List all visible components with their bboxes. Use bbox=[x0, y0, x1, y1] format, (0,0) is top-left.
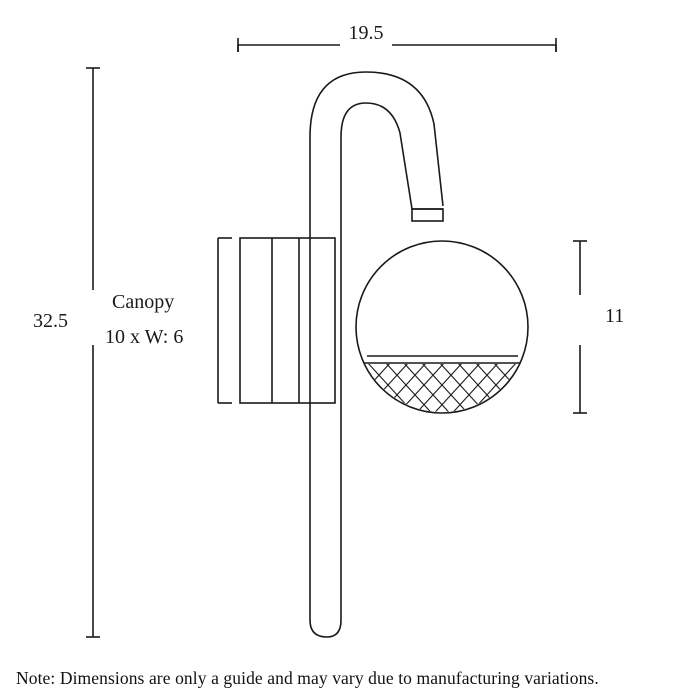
height-dimension bbox=[86, 68, 100, 637]
arm-stem bbox=[310, 180, 341, 637]
width-dimension bbox=[238, 38, 556, 52]
globe-mesh-pattern bbox=[338, 350, 546, 420]
gooseneck-arm bbox=[310, 72, 443, 209]
wall-plate bbox=[240, 238, 335, 403]
globe-dimension bbox=[573, 241, 587, 413]
globe-shade bbox=[356, 241, 528, 413]
canopy-dimension-bracket bbox=[218, 238, 232, 403]
globe-dimension-label: 11 bbox=[605, 305, 625, 327]
canopy-dimensions-label: 10 x W: 6 bbox=[105, 326, 184, 348]
width-dimension-label: 19.5 bbox=[348, 22, 384, 44]
globe-fitter bbox=[412, 209, 443, 221]
height-dimension-label: 32.5 bbox=[33, 310, 68, 332]
footnote-text: Note: Dimensions are only a guide and may vary due to manufacturing variations. bbox=[16, 668, 599, 688]
canopy-label: Canopy bbox=[112, 291, 175, 313]
